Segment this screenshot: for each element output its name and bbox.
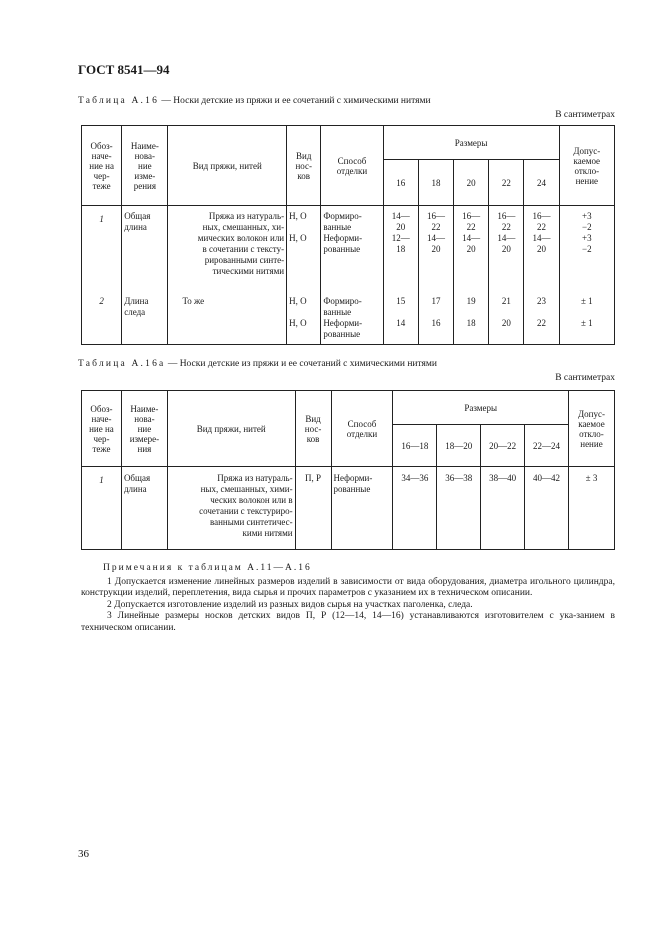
t2-header-type: Вид нос- ков [295,391,331,467]
table-row [82,206,615,294]
t1-size-col: 24 [524,160,559,206]
table1-caption-label: Таблица А.16 [78,96,160,106]
t2-row1-size: 36—38 [437,467,481,550]
t1-row1-finish: Формиро- ванные Неформи- рованные [321,206,383,294]
t2-header-measurement: Наиме- нова- ние измере- ния [121,391,167,467]
t1-row2-type: Н, О Н, О [287,294,321,345]
t1-row1-size: 16— 22 14— 20 [489,206,524,294]
t2-size-col: 22—24 [525,425,569,467]
t1-row1-tolerance: +3 −2 +3 −2 [559,206,614,294]
notes-heading: Примечания к таблицам А.11—А.16 [103,563,312,573]
t1-row1-num: 1 [82,206,122,294]
note-item: 2 Допускается изготовление изделий из разных видов сырья на участках паголенка, следа. [107,599,473,610]
t1-row2-tolerance: ± 1 ± 1 [559,294,614,345]
table-row [82,467,615,550]
t1-row1-size: 16— 22 14— 20 [418,206,453,294]
t2-row1-yarn: Пряжа из натураль- ных, смешанных, хими- ческих волокон или в сочетании с текстуриро- ванными синтетичес- кими нитями [167,467,295,550]
table2-units: В сантиметрах [555,373,615,383]
t1-row1-size: 16— 22 14— 20 [524,206,559,294]
table2-caption [78,359,437,369]
t1-size-col: 16 [383,160,418,206]
document-title: ГОСТ 8541—94 [78,62,170,77]
page-number: 36 [78,848,89,860]
t1-row2-size: 23 22 [524,294,559,345]
t1-row1-yarn: Пряжа из натураль- ных, смешанных, хи- мических волокон или в сочетании с тексту- рированными синте- тическими нитями [168,206,287,294]
table2-caption-label: Таблица А.16а [78,359,166,369]
t2-size-col: 16—18 [393,425,437,467]
note-item: 3 Линейные размеры носков детских видов П, Р (12—14, 14—16) устанавливаются изготовителем с ука-занием в техническом описании. [81,611,615,633]
t1-row2-size: 15 14 [383,294,418,345]
t2-header-tolerance: Допус- каемое откло- нение [568,391,614,467]
t2-row1-name: Общая длина [121,467,167,550]
t2-row1-finish: Неформи- рованные [331,467,393,550]
table-row [82,294,615,345]
t1-row1-name: Общая длина [122,206,168,294]
t2-header-designation: Обоз- наче- ние на чер- теже [82,391,122,467]
table1-caption [78,96,431,106]
t1-header-yarn: Вид пряжи, нитей [168,126,287,206]
t2-row1-num: 1 [82,467,122,550]
t2-header-finish: Способ отделки [331,391,393,467]
t1-size-col: 22 [489,160,524,206]
table-a16 [81,125,615,345]
table1-units: В сантиметрах [555,110,615,120]
t1-row2-size: 17 16 [418,294,453,345]
t1-row2-finish: Формиро- ванные Неформи- рованные [321,294,383,345]
t1-header-sizes: Размеры [383,126,559,160]
t1-row2-yarn: То же [168,294,287,345]
t2-row1-size: 40—42 [525,467,569,550]
t2-row1-tolerance: ± 3 [568,467,614,550]
t1-header-type: Вид нос- ков [287,126,321,206]
t2-row1-size: 38—40 [481,467,525,550]
notes [81,563,615,634]
t2-header-sizes: Размеры [393,391,569,425]
t2-size-col: 18—20 [437,425,481,467]
t1-row1-size: 14— 20 12— 18 [383,206,418,294]
t1-header-designation: Обоз- наче- ние на чер- теже [82,126,122,206]
table1-caption-text: — Носки детские из пряжи и ее сочетаний с химическими нитями [159,96,431,106]
t1-size-col: 20 [454,160,489,206]
t1-header-finish: Способ отделки [321,126,383,206]
table-a16a [81,390,615,550]
t2-row1-type: П, Р [295,467,331,550]
t1-size-col: 18 [418,160,453,206]
t1-row1-type: Н, О Н, О [287,206,321,294]
table2-caption-text: — Носки детские из пряжи и ее сочетаний с химическими нитями [165,359,437,369]
t1-header-measurement: Наиме- нова- ние изме- рения [122,126,168,206]
t2-header-yarn: Вид пряжи, нитей [167,391,295,467]
t1-row2-name: Длина следа [122,294,168,345]
t1-row1-size: 16— 22 14— 20 [454,206,489,294]
t1-row2-size: 19 18 [454,294,489,345]
t1-row2-size: 21 20 [489,294,524,345]
t2-size-col: 20—22 [481,425,525,467]
note-item: 1 Допускается изменение линейных размеров изделий в зависимости от вида оборудования, диаметра игольного цилиндра, конструкции изделий, переплетения, вида сырья и прочих параметров с указанием их в техническом описании. [81,576,615,598]
t2-row1-size: 34—36 [393,467,437,550]
t1-header-tolerance: Допус- каемое откло- нение [559,126,614,206]
t1-row2-num: 2 [82,294,122,345]
